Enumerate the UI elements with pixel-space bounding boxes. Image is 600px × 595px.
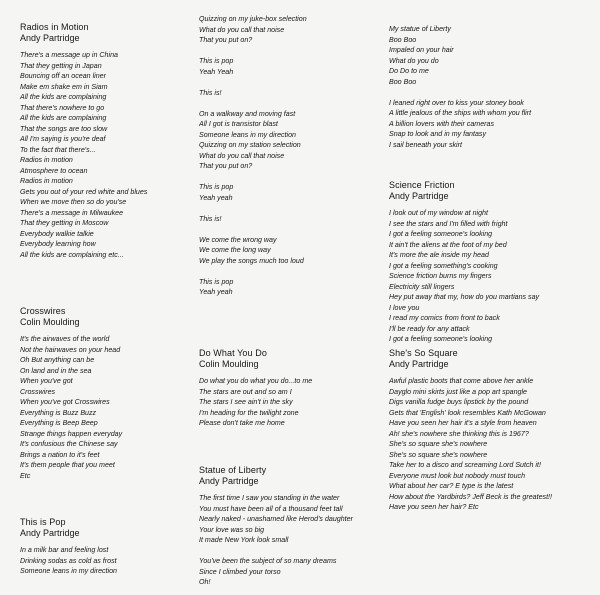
- lyric-line: Everything is Buzz Buzz: [20, 408, 97, 417]
- lyric-line: It's more the ale inside my head: [389, 251, 489, 259]
- lyric-line: All the kids are complaining: [20, 114, 107, 122]
- lyric-line: Digs vanilla fudge buys lipstick by the pound: [389, 398, 529, 406]
- lyric-line: I'll be ready for any attack: [389, 324, 470, 333]
- lyric-line: Boo Boo: [389, 77, 417, 86]
- song-title: Radios in Motion: [20, 22, 89, 32]
- lyric-line: We come the long way: [199, 246, 271, 254]
- lyric-line: Quizzing on my juke-box selection: [199, 15, 307, 23]
- lyric-line: This is pop: [199, 57, 234, 65]
- lyric-line: I look out of my window at night: [389, 209, 488, 217]
- song-title: Do What You Do: [199, 348, 267, 358]
- lyric-line: Drinking sodas as cold as frost: [20, 556, 117, 565]
- song-author: Andy Partridge: [20, 33, 80, 43]
- lyric-line: I love you: [389, 303, 420, 312]
- song-crosswires: [20, 306, 122, 481]
- song-shes-so-square: [389, 348, 552, 513]
- lyric-line: This is!: [199, 214, 222, 223]
- lyric-line: There's a message in Milwaukee: [20, 208, 124, 217]
- lyric-line: That they getting in Japan: [20, 61, 102, 70]
- lyric-line: Nearly naked - unashamed like Herod's daughter: [199, 515, 353, 523]
- lyric-line: Bouncing off an ocean liner: [20, 72, 106, 80]
- lyric-line: On land and in the sea: [20, 366, 92, 375]
- lyric-line: It's them people that you meet: [20, 461, 115, 469]
- lyric-line: Yeah yeah: [199, 288, 233, 296]
- lyric-line: Gets you out of your red white and blues: [20, 187, 148, 196]
- lyric-line: The stars are out and so am I: [199, 387, 292, 396]
- lyric-line: We come the wrong way: [199, 235, 277, 244]
- lyric-line: What do you call that noise: [199, 151, 285, 160]
- lyric-line: Have you seen her hair it's a style from heaven: [389, 419, 537, 427]
- lyric-line: That you put on?: [199, 36, 253, 44]
- lyric-line: Have you seen her hair? Etc: [389, 503, 479, 511]
- song-radios-in-motion: [20, 22, 192, 260]
- lyric-line: That there's nowhere to go: [20, 103, 105, 112]
- lyric-line: I read my comics from front to back: [389, 314, 500, 322]
- stanza-break: [199, 98, 377, 109]
- lyric-line: That the songs are too slow: [20, 124, 108, 133]
- lyric-line: Boo Boo: [389, 35, 417, 44]
- song-title: Science Friction: [389, 180, 455, 190]
- lyric-line: Science friction burns my fingers: [389, 272, 492, 280]
- lyric-line: All I got is transistor blast: [199, 120, 278, 128]
- lyrics-column-3: [389, 24, 594, 511]
- lyric-line: Everything is Beep Beep: [20, 419, 98, 427]
- lyric-line: When you've got Crosswires: [20, 398, 110, 406]
- lyric-line: Awful plastic boots that come above her ankle: [389, 377, 534, 385]
- lyric-line: In a milk bar and feeling lost: [20, 546, 109, 554]
- lyric-line: All I'm saying is you're deaf: [20, 135, 106, 143]
- lyrics-lines: [199, 14, 377, 298]
- lyric-line: A billion lovers with their cameras: [389, 119, 494, 128]
- lyrics-lines: [389, 24, 594, 150]
- song-title: She's So Square: [389, 348, 458, 358]
- lyric-line: This is pop: [199, 183, 234, 191]
- lyric-line: Atmosphere to ocean: [20, 166, 88, 175]
- stanza-break: [199, 172, 377, 183]
- lyric-line: Everybody learning how: [20, 240, 96, 248]
- song-this-is-pop-continued: [199, 14, 377, 298]
- lyric-line: This is!: [199, 88, 222, 97]
- lyric-line: Radios in motion: [20, 156, 73, 164]
- lyric-line: That you put on?: [199, 162, 253, 170]
- lyrics-lines: [20, 545, 117, 577]
- lyric-line: It made New York look small: [199, 536, 289, 544]
- lyrics-lines: [199, 376, 312, 429]
- lyric-line: I got a feeling something's cooking: [389, 261, 498, 270]
- lyric-line: Do Do to me: [389, 67, 429, 75]
- lyrics-lines: [389, 208, 539, 345]
- lyric-line: I leaned right over to kiss your stoney book: [389, 98, 524, 107]
- lyric-line: The stars I see ain't in the sky: [199, 398, 293, 406]
- lyric-line: Electricity still lingers: [389, 282, 455, 291]
- lyric-line: Ah! she's nowhere she thinking this is 1967?: [389, 429, 529, 438]
- lyric-line: Etc: [20, 471, 31, 480]
- stanza-break: [199, 224, 377, 235]
- lyric-line: To the fact that there's...: [20, 145, 96, 154]
- lyrics-lines: [389, 376, 552, 513]
- lyric-line: You've been the subject of so many dreams: [199, 557, 337, 565]
- lyrics-lines: [20, 50, 192, 260]
- lyric-line: I see the stars and I'm filled with fright: [389, 219, 508, 228]
- lyric-line: When we move then so do you'se: [20, 198, 127, 206]
- lyric-line: Hey put away that my, how do you martians say: [389, 293, 540, 301]
- lyric-line: What do you do: [389, 56, 439, 65]
- lyric-line: There's a message up in China: [20, 51, 118, 59]
- lyric-line: On a walkway and moving fast: [199, 109, 296, 118]
- lyric-line: All the kids are complaining: [20, 93, 107, 101]
- lyric-line: Take her to a disco and screaming Lord Sutch it!: [389, 461, 541, 469]
- lyric-line: Yeah yeah: [199, 193, 233, 202]
- lyric-line: This is pop: [199, 277, 234, 286]
- lyric-line: Do what you do what you do...to me: [199, 377, 313, 385]
- lyric-line: It's confusious the Chinese say: [20, 440, 118, 448]
- lyric-line: Everybody walkie talkie: [20, 229, 94, 238]
- lyric-line: Someone leans in my direction: [20, 567, 117, 575]
- lyric-line: It's the airwaves of the world: [20, 335, 110, 343]
- stanza-break: [199, 266, 377, 277]
- song-title: Crosswires: [20, 306, 66, 316]
- lyric-line: When you've got: [20, 377, 73, 385]
- lyric-line: Radios in motion: [20, 177, 73, 185]
- song-author: Colin Moulding: [199, 359, 259, 369]
- lyric-line: She's so square she's nowhere: [389, 440, 488, 448]
- lyric-line: Not the hairwaves on your head: [20, 345, 121, 354]
- lyric-line: Oh!: [199, 578, 211, 586]
- lyrics-lines: [199, 493, 353, 588]
- lyric-line: It ain't the aliens at the foot of my bed: [389, 240, 507, 249]
- song-science-friction: [389, 180, 539, 345]
- lyric-line: I'm heading for the twilight zone: [199, 408, 299, 417]
- lyric-line: Everyone must look but nobody must touch: [389, 471, 526, 480]
- lyric-line: That they getting in Moscow: [20, 219, 109, 227]
- lyrics-lines: [20, 334, 122, 481]
- lyric-line: Your love was so big: [199, 525, 265, 534]
- song-author: Andy Partridge: [199, 476, 259, 486]
- song-author: Colin Moulding: [20, 317, 80, 327]
- lyric-line: Brings a nation to it's feet: [20, 450, 100, 459]
- lyric-line: The first time I saw you standing in the water: [199, 494, 340, 502]
- song-author: Andy Partridge: [389, 191, 449, 201]
- lyric-line: All the kids are complaining etc...: [20, 250, 124, 259]
- stanza-break: [199, 203, 377, 214]
- song-author: Andy Partridge: [20, 528, 80, 538]
- lyric-line: You must have been all of a thousand feet tall: [199, 504, 343, 513]
- lyric-line: Dayglo mini skirts just like a pop art spangle: [389, 387, 527, 396]
- song-title: Statue of Liberty: [199, 465, 267, 475]
- lyric-line: What about her car? E type is the latest: [389, 482, 514, 490]
- lyric-line: Someone leans in my direction: [199, 130, 296, 139]
- lyric-line: I got a feeling someone's looking: [389, 230, 493, 238]
- lyric-line: Impaled on your hair: [389, 46, 454, 54]
- lyrics-column-1: [20, 22, 192, 575]
- song-statue-of-liberty: [199, 465, 353, 588]
- stanza-break: [199, 77, 377, 88]
- lyric-line: A little jealous of the ships with whom you flirt: [389, 109, 532, 117]
- song-title: This is Pop: [20, 517, 66, 527]
- lyric-line: Please don't take me home: [199, 419, 285, 427]
- lyric-line: She's so square she's nowhere: [389, 450, 488, 459]
- song-statue-of-liberty-continued: [389, 24, 594, 150]
- lyric-line: How about the Yardbirds? Jeff Beck is the greatest!!: [389, 492, 552, 501]
- lyrics-column-2: [199, 14, 377, 586]
- lyric-line: Make em shake em in Siam: [20, 82, 108, 91]
- lyric-line: Since I climbed your torso: [199, 567, 281, 576]
- stanza-break: [199, 46, 377, 57]
- lyric-line: We play the songs much too loud: [199, 256, 304, 265]
- song-this-is-pop: [20, 517, 117, 577]
- lyric-line: Yeah Yeah: [199, 67, 234, 76]
- lyric-line: Quizzing on my station selection: [199, 141, 301, 149]
- stanza-break: [199, 546, 353, 557]
- lyric-line: Strange things happen everyday: [20, 429, 123, 438]
- lyric-line: I got a feeling someone's looking: [389, 335, 493, 343]
- lyric-line: Gets that 'English' look resembles Kath McGowan: [389, 408, 546, 417]
- song-do-what-you-do: [199, 348, 312, 429]
- stanza-break: [389, 87, 594, 98]
- lyric-line: Snap to look and in my fantasy: [389, 130, 487, 138]
- lyric-line: I sail beneath your skirt: [389, 140, 462, 149]
- lyric-line: Oh But anything can be: [20, 356, 95, 364]
- lyric-line: My statue of Liberty: [389, 25, 451, 33]
- song-author: Andy Partridge: [389, 359, 449, 369]
- lyric-line: Crosswires: [20, 387, 56, 396]
- lyric-line: What do you call that noise: [199, 25, 285, 34]
